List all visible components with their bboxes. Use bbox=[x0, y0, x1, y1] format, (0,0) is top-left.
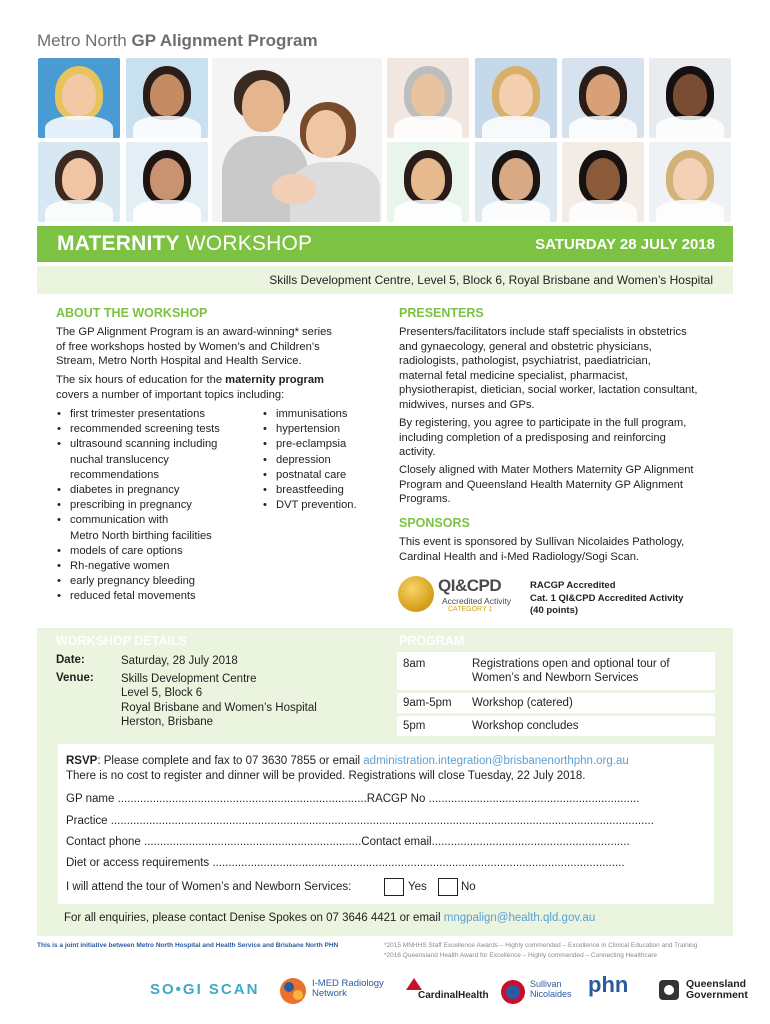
topics-list-right bbox=[262, 407, 357, 513]
program-title bbox=[37, 31, 318, 51]
diet-field[interactable]: Diet or access requirements ................................................................................................................................. bbox=[66, 857, 625, 869]
venue-label: Venue: bbox=[56, 672, 94, 684]
phn-logo: phn bbox=[588, 972, 629, 997]
rsvp-instructions: RSVP: Please complete and fax to 07 3630 7855 or email administration.integration@brisbanenorthphn.org.au There is no cost to register and dinner will be provided. Registrations will close Tuesday, 22 July 2018. bbox=[66, 755, 629, 782]
portrait-photo bbox=[126, 58, 208, 138]
topic-item: • hypertension bbox=[262, 422, 357, 437]
topic-item: nuchal translucency bbox=[70, 453, 169, 466]
family-photo bbox=[212, 58, 382, 222]
qld-crest-icon bbox=[656, 976, 682, 1004]
workshop-banner bbox=[37, 226, 733, 262]
registration-note: By registering, you agree to participate in the full program, including completion of a predisposing and reinforcing activity. bbox=[399, 417, 687, 459]
banner-date: SATURDAY 28 JULY 2018 bbox=[535, 236, 715, 253]
yes-checkbox[interactable] bbox=[384, 878, 404, 896]
rsvp-email-link[interactable]: administration.integration@brisbanenorthphn.org.au bbox=[363, 755, 629, 767]
portrait-photo bbox=[387, 58, 469, 138]
tour-question: I will attend the tour of Women’s and Newborn Services: bbox=[66, 881, 352, 893]
program-table bbox=[397, 652, 715, 739]
venue-line: Skills Development Centre, Level 5, Block 6, Royal Brisbane and Women’s Hospital bbox=[269, 273, 713, 287]
topic-item: • early pregnancy bleeding bbox=[56, 574, 220, 589]
contact-field[interactable]: Contact phone ....................................................................Contact email.............................................................. bbox=[66, 836, 630, 848]
portrait-photo bbox=[475, 58, 557, 138]
topic-item: Metro North birthing facilities bbox=[70, 529, 212, 542]
date-value: Saturday, 28 July 2018 bbox=[121, 655, 238, 667]
qi-cpd-badge: QI&CPD Accredited Activity CATEGORY 1 bbox=[398, 576, 522, 616]
imed-mark-icon bbox=[278, 976, 308, 1006]
portrait-photo bbox=[649, 58, 731, 138]
sponsors-text: This event is sponsored by Sullivan Nicolaides Pathology, Cardinal Health and i-Med Radiology/Sogi Scan. bbox=[399, 536, 685, 563]
sponsors-heading: SPONSORS bbox=[399, 516, 470, 530]
portrait-photo bbox=[387, 142, 469, 222]
portrait-photo bbox=[649, 142, 731, 222]
rsvp-form bbox=[58, 744, 714, 904]
title-bold: GP Alignment Program bbox=[131, 31, 318, 50]
gp-name-field[interactable]: GP name ..............................................................................RACGP No .................................................................. bbox=[66, 793, 640, 805]
topic-item: • reduced fetal movements bbox=[56, 589, 220, 604]
topic-item: • pre-eclampsia bbox=[262, 437, 357, 452]
portrait-photo bbox=[38, 142, 120, 222]
about-intro: The GP Alignment Program is an award-winning* series of free workshops hosted by Women’s and Children’s Stream, Metro North Hospital and Health Service. bbox=[56, 326, 332, 368]
venue-value: Skills Development Centre Level 5, Block 6 Royal Brisbane and Women’s Hospital Herston, Brisbane bbox=[121, 673, 317, 729]
topic-item: • postnatal care bbox=[262, 468, 357, 483]
imed-logo: I-MED Radiology Network bbox=[278, 976, 388, 1008]
medal-icon bbox=[398, 576, 434, 612]
enquiry-line: For all enquiries, please contact Denise Spokes on 07 3646 4421 or email mngpalign@health.qld.gov.au bbox=[64, 912, 596, 924]
details-heading: WORKSHOP DETAILS bbox=[56, 634, 187, 648]
cardinal-health-logo: CardinalHealth bbox=[400, 976, 490, 1006]
queensland-government-logo: Queensland Government bbox=[656, 976, 756, 1008]
sullivan-mark-icon bbox=[500, 979, 526, 1005]
program-row: 5pm Workshop concludes bbox=[397, 716, 715, 736]
topic-item: • first trimester presentations bbox=[56, 407, 220, 422]
portrait-photo bbox=[475, 142, 557, 222]
portrait-photo bbox=[562, 58, 644, 138]
practice-field[interactable]: Practice .......................................................................................................................................................................... bbox=[66, 815, 654, 827]
date-label: Date: bbox=[56, 654, 85, 666]
presenters-text: Presenters/facilitators include staff specialists in obstetrics and gynaecology, general and obstetric physicians, radiologists, pathologist, psychiatrist, paediatrician, maternal fetal medicine specialist, pharmacist, physiotherapist, dietician, social worker, lactation consultant, midwives, nurses and GPs. bbox=[399, 326, 698, 411]
topic-item: • recommended screening tests bbox=[56, 422, 220, 437]
banner-title: MATERNITY WORKSHOP bbox=[57, 232, 313, 255]
alignment-note: Closely aligned with Mater Mothers Maternity GP Alignment Program and Queensland Health Maternity GP Alignment Programs. bbox=[399, 464, 694, 506]
title-prefix: Metro North bbox=[37, 31, 132, 50]
racgp-accreditation: RACGP Accredited Cat. 1 QI&CPD Accredited Activity (40 points) bbox=[530, 580, 684, 617]
portrait-photo bbox=[562, 142, 644, 222]
topic-item: • depression bbox=[262, 453, 357, 468]
presenters-heading: PRESENTERS bbox=[399, 306, 484, 320]
topic-item: • models of care options bbox=[56, 544, 220, 559]
joint-initiative-note: This is a joint initiative between Metro North Hospital and Health Service and Brisbane North PHN bbox=[37, 942, 339, 949]
topic-item: • DVT prevention. bbox=[262, 498, 357, 513]
yes-label: Yes bbox=[408, 881, 427, 893]
no-checkbox[interactable] bbox=[438, 878, 458, 896]
topic-item: • ultrasound scanning including bbox=[56, 437, 220, 452]
topic-item: • breastfeeding bbox=[262, 483, 357, 498]
topic-item: • diabetes in pregnancy bbox=[56, 483, 220, 498]
venue-bar bbox=[37, 266, 733, 294]
sogi-scan-logo: SO•GI SCAN bbox=[150, 981, 260, 998]
enquiry-email-link[interactable]: mngpalign@health.qld.gov.au bbox=[443, 912, 596, 924]
topics-list-left bbox=[56, 407, 220, 605]
topic-item: • Rh-negative women bbox=[56, 559, 220, 574]
topic-item: • immunisations bbox=[262, 407, 357, 422]
program-heading: PROGRAM bbox=[399, 634, 465, 648]
topic-item: • communication with bbox=[56, 513, 220, 528]
sullivan-nicolaides-logo: Sullivan Nicolaides bbox=[500, 977, 578, 1009]
no-label: No bbox=[461, 881, 476, 893]
awards-note: *2015 MNHHS Staff Excellence Awards – Highly commended – Excellence in Clinical Education and Training *2016 Queensland Health Award for Excellence – Highly commended – Connecting Healthcare bbox=[384, 942, 698, 959]
topic-item: recommendations bbox=[70, 468, 159, 481]
program-row: 9am-5pm Workshop (catered) bbox=[397, 693, 715, 713]
portrait-photo bbox=[38, 58, 120, 138]
portrait-photo bbox=[126, 142, 208, 222]
about-heading: ABOUT THE WORKSHOP bbox=[56, 306, 208, 320]
about-topics-intro: The six hours of education for the maternity program covers a number of important topics including: bbox=[56, 374, 325, 401]
program-row: 8am Registrations open and optional tour of Women’s and Newborn Services bbox=[397, 652, 715, 690]
topic-item: • prescribing in pregnancy bbox=[56, 498, 220, 513]
